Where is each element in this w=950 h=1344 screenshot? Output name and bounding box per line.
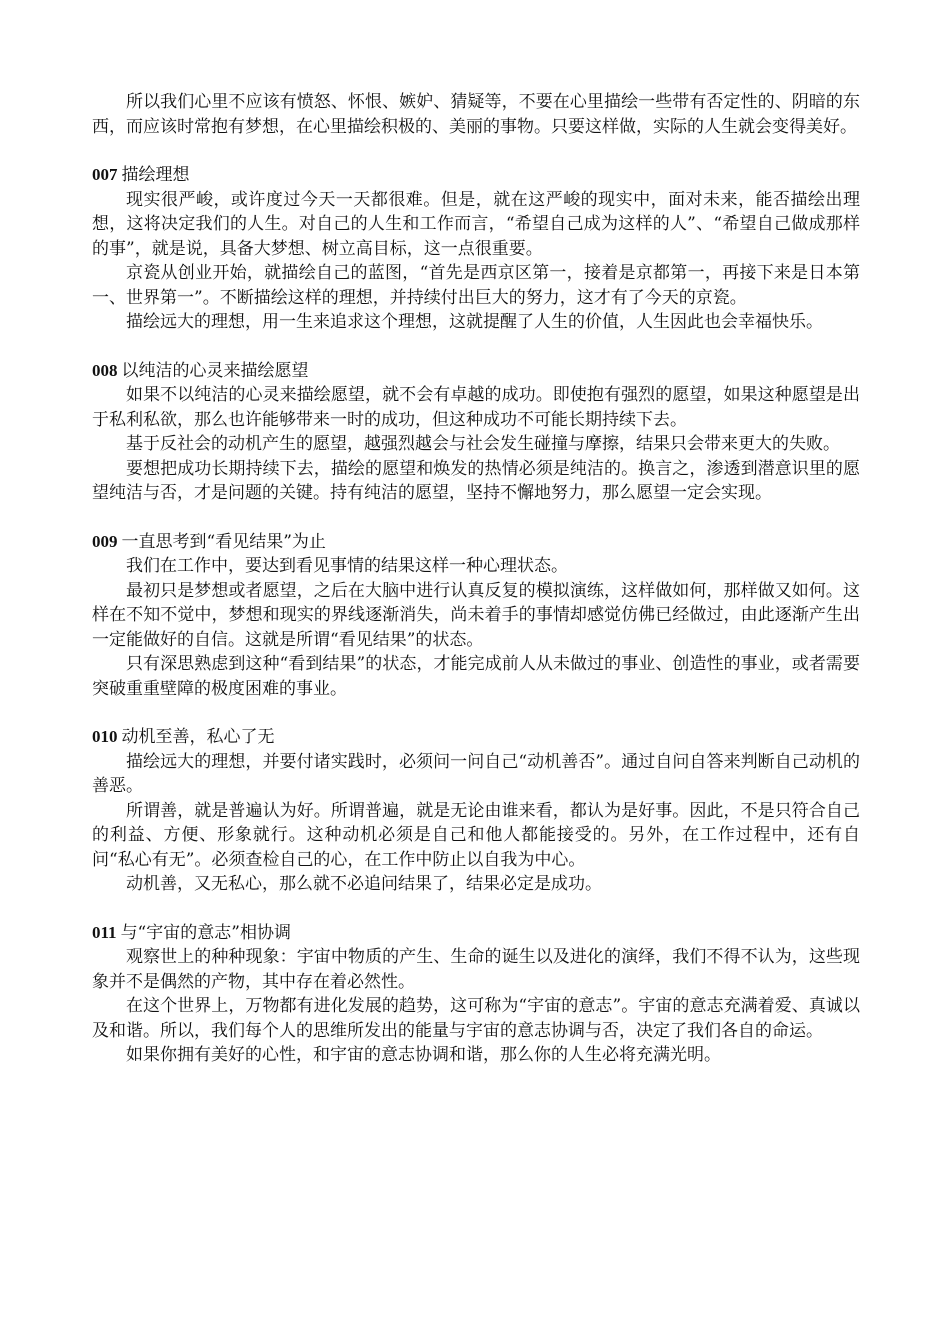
paragraph: 要想把成功长期持续下去，描绘的愿望和焕发的热情必须是纯洁的。换言之，渗透到潜意识里的愿望纯洁与否，才是问题的关键。持有纯洁的愿望，坚持不懈地努力，那么愿望一定会实现。 xyxy=(92,458,860,503)
paragraph: 只有深思熟虑到这种“看到结果”的状态，才能完成前人从未做过的事业、创造性的事业，或者需要突破重重壁障的极度困难的事业。 xyxy=(92,654,860,699)
section-heading xyxy=(92,530,860,555)
section-title: 描绘理想 xyxy=(121,165,190,185)
paragraph: 我们在工作中，要达到看见事情的结果这样一种心理状态。 xyxy=(126,556,568,576)
section-008 xyxy=(92,359,860,506)
section-title: 以纯洁的心灵来描绘愿望 xyxy=(121,360,309,381)
paragraph: 基于反社会的动机产生的愿望，越强烈越会与社会发生碰撞与摩擦，结果只会带来更大的失败。 xyxy=(126,434,840,454)
paragraph: 京瓷从创业开始，就描绘自己的蓝图，“首先是西京区第一，接着是京都第一，再接下来是日本第一、世界第一”。不断描绘这样的理想，并持续付出巨大的努力，这才有了今天的京瓷。 xyxy=(92,263,860,308)
paragraph: 动机善，又无私心，那么就不必追问结果了，结果必定是成功。 xyxy=(126,874,602,894)
section-011 xyxy=(92,921,860,1068)
paragraph: 如果你拥有美好的心性，和宇宙的意志协调和谐，那么你的人生必将充满光明。 xyxy=(126,1045,721,1065)
paragraph: 描绘远大的理想，用一生来追求这个理想，这就提醒了人生的价值，人生因此也会幸福快乐。 xyxy=(126,312,823,332)
section-title: 一直思考到“看见结果”为止 xyxy=(121,531,326,552)
paragraph: 观察世上的种种现象：宇宙中物质的产生、生命的诞生以及进化的演绎，我们不得不认为，这些现象并不是偶然的产物，其中存在着必然性。 xyxy=(92,947,860,992)
section-number: 007 xyxy=(92,165,118,184)
section-number: 010 xyxy=(92,727,118,746)
paragraph: 在这个世界上，万物都有进化发展的趋势，这可称为“宇宙的意志”。宇宙的意志充满着爱、真诚以及和谐。所以，我们每个人的思维所发出的能量与宇宙的意志协调与否，决定了我们各自的命运。 xyxy=(92,996,860,1041)
section-007 xyxy=(92,163,860,335)
paragraph: 最初只是梦想或者愿望，之后在大脑中进行认真反复的模拟演练，这样做如何，那样做又如何。这样在不知不觉中，梦想和现实的界线逐渐消失，尚未着手的事情却感觉仿佛已经做过，由此逐渐产生出一定能做好的自信。这就是所谓“看见结果”的状态。 xyxy=(92,580,860,650)
section-heading xyxy=(92,725,860,750)
section-number: 009 xyxy=(92,531,118,551)
section-009 xyxy=(92,530,860,702)
paragraph: 描绘远大的理想，并要付诸实践时，必须问一问自己“动机善否”。通过自问自答来判断自己动机的善恶。 xyxy=(92,751,860,796)
section-number: 011 xyxy=(92,922,117,942)
section-title: 与“宇宙的意志”相协调 xyxy=(120,922,291,943)
section-heading xyxy=(92,163,860,188)
paragraph: 如果不以纯洁的心灵来描绘愿望，就不会有卓越的成功。即使抱有强烈的愿望，如果这种愿望是出于私利私欲，那么也许能够带来一时的成功，但这种成功不可能长期持续下去。 xyxy=(92,385,860,430)
document-page xyxy=(92,90,860,1068)
section-heading xyxy=(92,921,860,946)
paragraph: 现实很严峻，或许度过今天一天都很难。但是，就在这严峻的现实中，面对未来，能否描绘出理想，这将决定我们的人生。对自己的人生和工作而言，“希望自己成为这样的人”、“希望自己做成那样的事”，就是说，具备大梦想、树立高目标，这一点很重要。 xyxy=(92,189,860,259)
section-title: 动机至善，私心了无 xyxy=(121,727,275,747)
section-010 xyxy=(92,725,860,897)
section-number: 008 xyxy=(92,360,118,380)
paragraph: 所谓善，就是普遍认为好。所谓普遍，就是无论由谁来看，都认为是好事。因此，不是只符合自己的利益、方便、形象就行。这种动机必须是自己和他人都能接受的。另外，在工作过程中，还有自问“私心有无”。必须查检自己的心，在工作中防止以自我为中心。 xyxy=(92,800,860,870)
intro-paragraph: 所以我们心里不应该有愤怒、怀恨、嫉妒、猜疑等，不要在心里描绘一些带有否定性的、阴暗的东西，而应该时常抱有梦想，在心里描绘积极的、美丽的事物。只要这样做，实际的人生就会变得美好。 xyxy=(92,92,860,137)
section-heading xyxy=(92,359,860,384)
